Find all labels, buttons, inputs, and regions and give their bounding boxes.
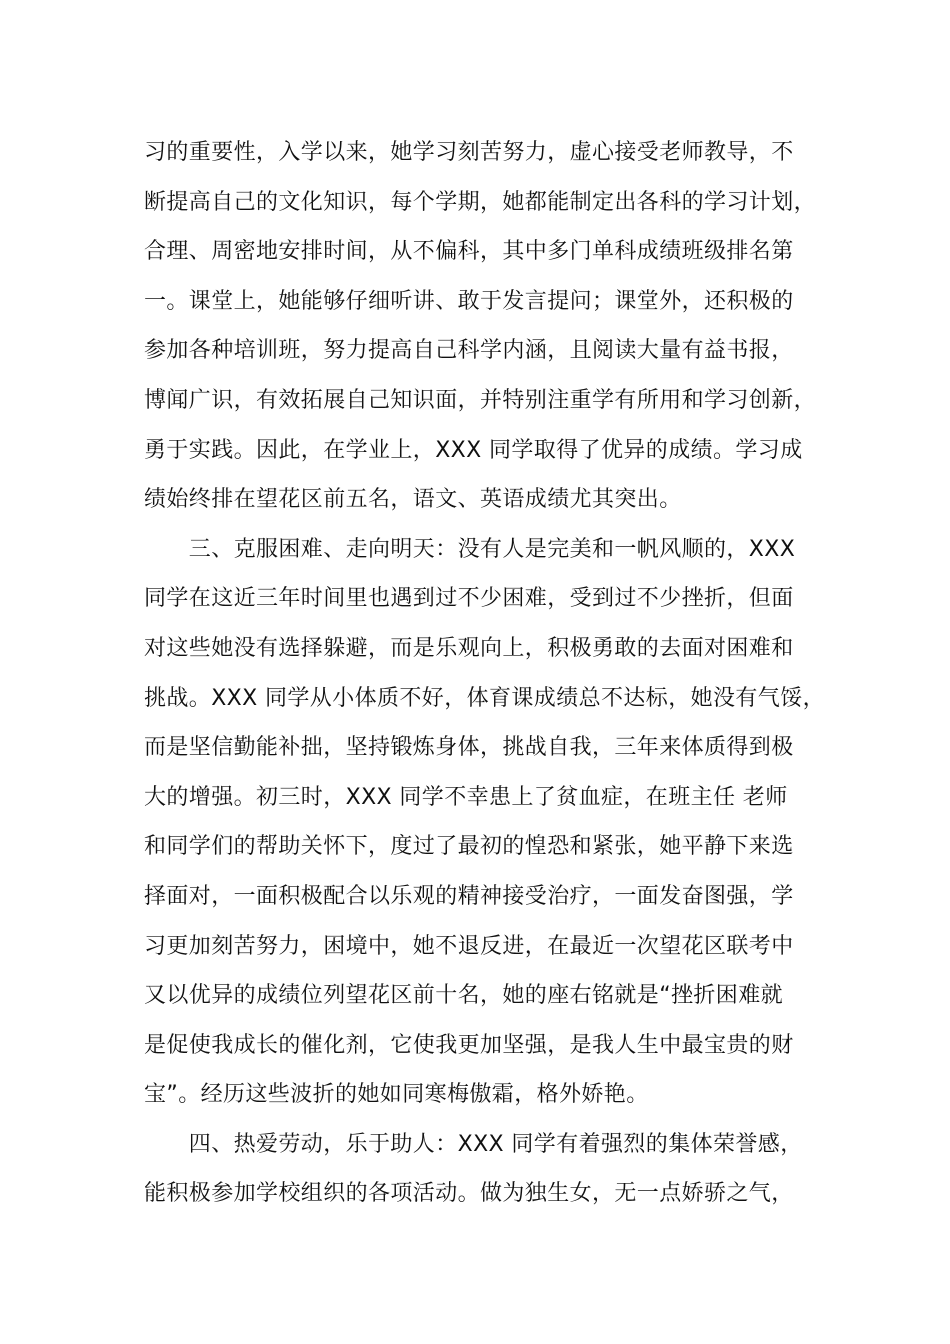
text-line-17: 习更加刻苦努力，困境中，她不退反进，在最近一次望花区联考中 [144, 933, 794, 959]
text-line-13: 而是坚信勤能补拙，坚持锻炼身体，挑战自我，三年来体质得到极 [144, 735, 794, 761]
text-line-8: 绩始终排在望花区前五名，语文、英语成绩尤其突出。 [144, 487, 682, 513]
text-line-20: 宝”。经历这些波折的她如同寒梅傲霜，格外娇艳。 [144, 1082, 649, 1108]
text-line-11: 对这些她没有选择躲避，而是乐观向上，积极勇敢的去面对困难和 [144, 635, 794, 661]
text-line-1: 习的重要性，入学以来，她学习刻苦努力，虚心接受老师教导，不 [144, 140, 794, 165]
text-line-19: 是促使我成长的催化剂，它使我更加坚强，是我人生中最宝贵的财 [144, 1032, 794, 1058]
text-line-7: 勇于实践。因此，在学业上，XXX 同学取得了优异的成绩。学习成 [144, 437, 803, 463]
text-line-21: 四、热爱劳动，乐于助人：XXX 同学有着强烈的集体荣誉感， [144, 1131, 803, 1157]
text-line-22: 能积极参加学校组织的各项活动。做为独生女，无一点娇骄之气， [144, 1181, 794, 1207]
text-line-10: 同学在这近三年时间里也遇到过不少困难，受到过不少挫折，但面 [144, 586, 794, 612]
text-line-9: 三、克服困难、走向明天：没有人是完美和一帆风顺的，XXX [144, 536, 796, 562]
text-line-2: 断提高自己的文化知识，每个学期，她都能制定出各科的学习计划， [144, 189, 817, 215]
text-line-14: 大的增强。初三时，XXX 同学不幸患上了贫血症，在班主任 老师 [144, 784, 788, 810]
text-line-12: 挑战。XXX 同学从小体质不好，体育课成绩总不达标，她没有气馁， [144, 685, 826, 711]
text-line-6: 博闻广识，有效拓展自己知识面，并特别注重学有所用和学习创新， [144, 387, 817, 413]
text-line-16: 择面对，一面积极配合以乐观的精神接受治疗，一面发奋图强，学 [144, 883, 794, 909]
text-line-18: 又以优异的成绩位列望花区前十名，她的座右铭就是“挫折困难就 [144, 983, 783, 1009]
text-line-4: 一。课堂上，她能够仔细听讲、敢于发言提问；课堂外，还积极的 [144, 288, 794, 314]
text-line-15: 和同学们的帮助关怀下，度过了最初的惶恐和紧张，她平静下来选 [144, 834, 794, 860]
text-line-3: 合理、周密地安排时间，从不偏科，其中多门单科成绩班级排名第 [144, 239, 794, 265]
document-body [144, 128, 824, 1219]
text-line-5: 参加各种培训班，努力提高自己科学内涵，且阅读大量有益书报， [144, 338, 794, 364]
